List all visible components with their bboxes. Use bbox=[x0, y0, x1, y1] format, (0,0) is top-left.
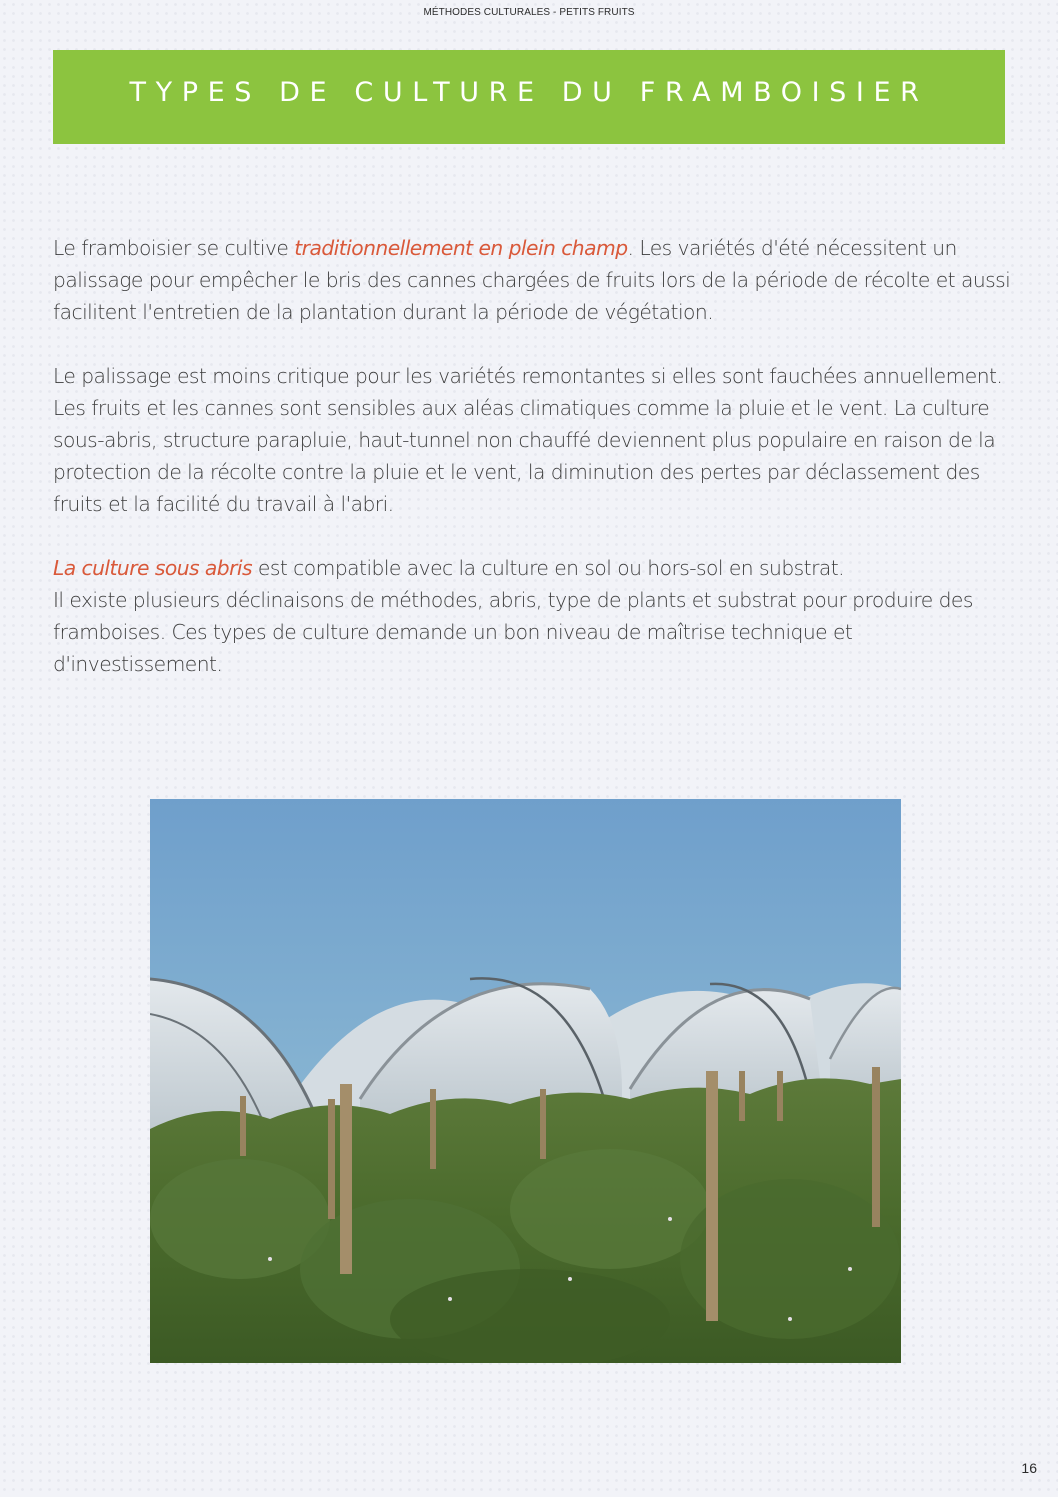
page-number: 16 bbox=[1021, 1460, 1037, 1476]
raspberry-tunnel-photo bbox=[150, 799, 901, 1363]
photo-illustration bbox=[150, 799, 901, 1363]
body-text bbox=[53, 232, 1013, 712]
paragraph-text: est compatible avec la culture en sol ou hors-sol en substrat. bbox=[252, 556, 845, 580]
paragraph-text: Le palissage est moins critique pour les variétés remontantes si elles sont fauchées annuellement. Les fruits et les cannes sont sensibles aux aléas climatiques comme la pluie et le vent. La culture sous-abris, structure parapluie, haut-tunnel non chauffé deviennent plus populaire en raison de la protection de la récolte contre la pluie et le vent, la diminution des pertes par déclassement des fruits et la facilité du travail à l'abri. bbox=[53, 364, 1003, 516]
paragraph-sous-abris bbox=[53, 552, 1013, 680]
highlighted-phrase: traditionnellement en plein champ bbox=[294, 236, 628, 260]
paragraph-plein-champ bbox=[53, 232, 1013, 328]
highlighted-phrase: La culture sous abris bbox=[53, 556, 253, 580]
running-header: MÉTHODES CULTURALES - PETITS FRUITS bbox=[423, 7, 635, 18]
title-banner bbox=[53, 50, 1005, 144]
paragraph-text: Le framboisier se cultive bbox=[53, 236, 295, 260]
paragraph-palissage bbox=[53, 360, 1013, 520]
paragraph-text: . Les variétés d'été nécessitent un palissage pour empêcher le bris des cannes chargées de fruits lors de la période de récolte et aussi facilitent l'entretien de la plantation durant la période de végétation. bbox=[53, 236, 1011, 324]
paragraph-text: Il existe plusieurs déclinaisons de méthodes, abris, type de plants et substrat pour produire des framboises. Ces types de culture demande un bon niveau de maîtrise technique et d'investissement. bbox=[53, 588, 973, 676]
page-title: TYPES DE CULTURE DU FRAMBOISIER bbox=[129, 76, 929, 108]
